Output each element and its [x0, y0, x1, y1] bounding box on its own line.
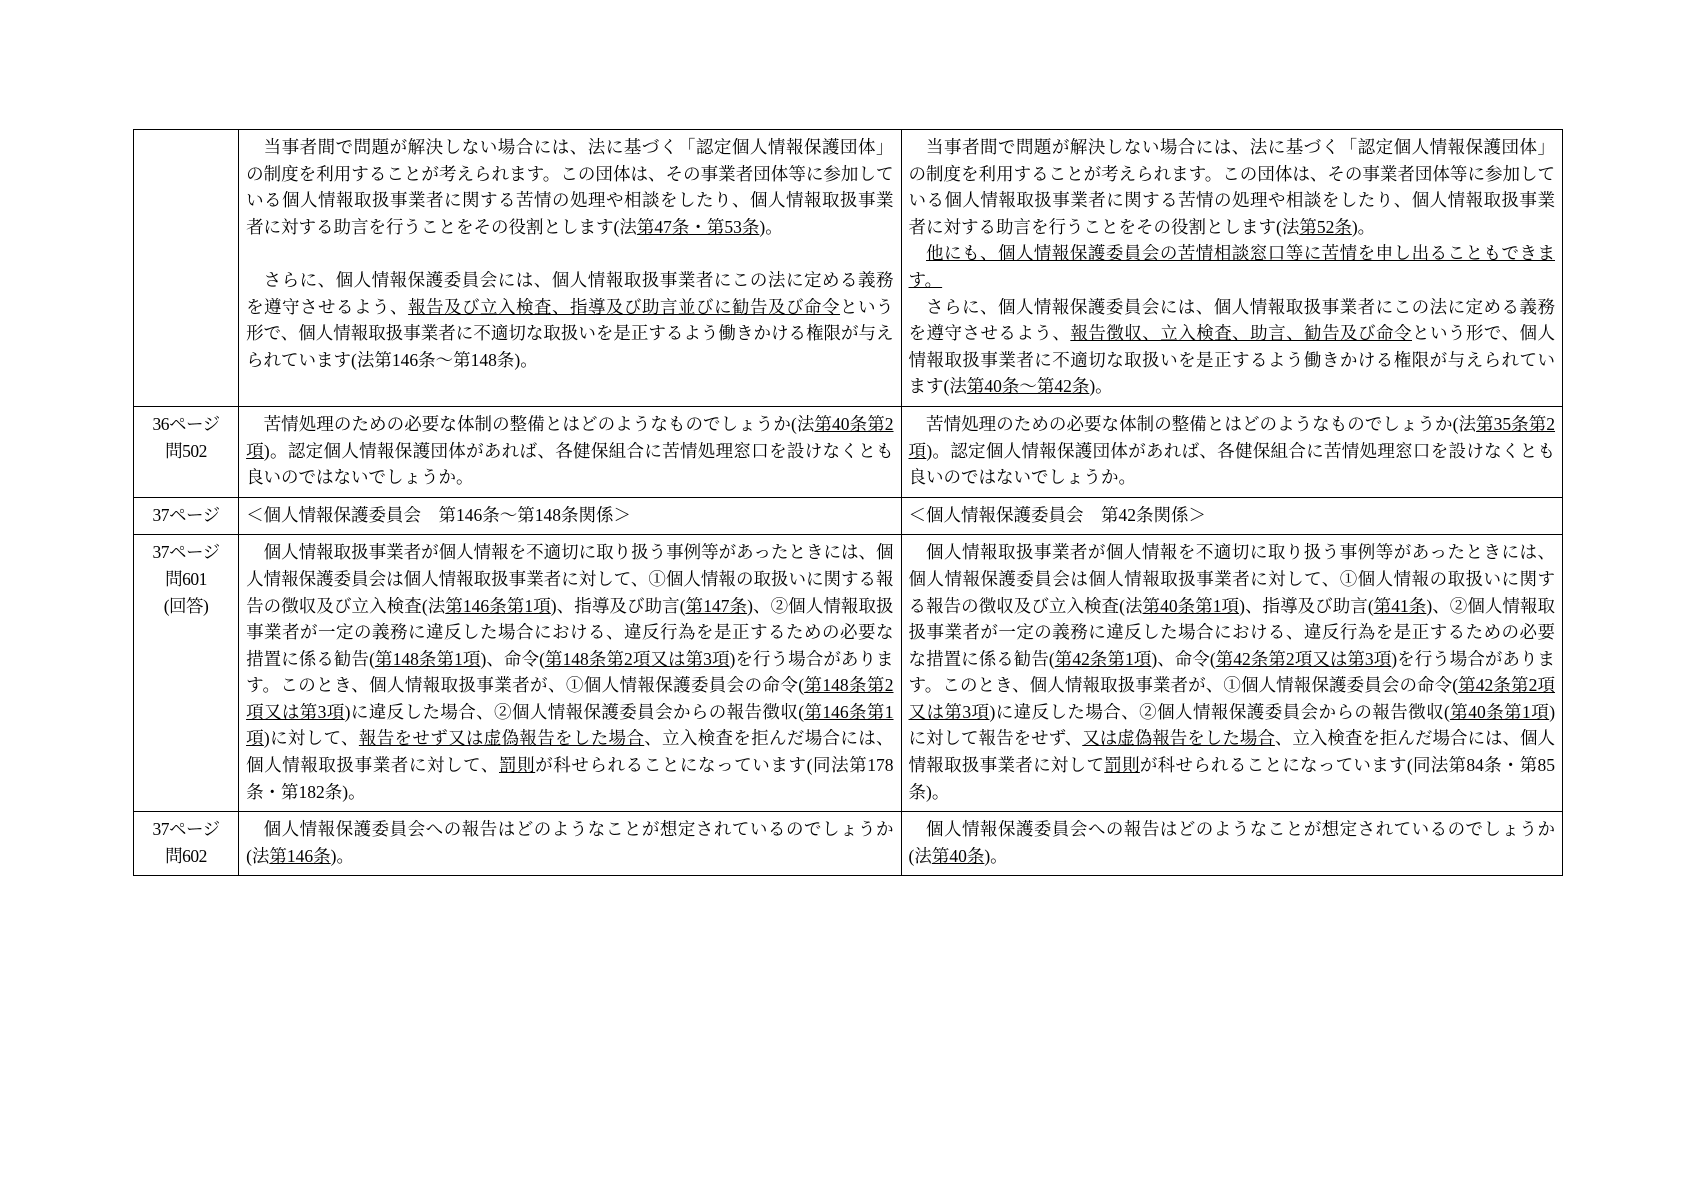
table-row — [134, 497, 1563, 535]
old-text-cell — [239, 535, 901, 812]
underlined-text: 第52条 — [1299, 216, 1352, 237]
text-run: 個人情報取扱事業者が個人情報を不適切に取り扱う事例等があったときには、個人情報保護委員会は個人情報取扱事業者に対して、①個人情報の取扱いに関する報告の徴収及び立入検査(法 — [908, 542, 1555, 616]
table-body — [134, 130, 1563, 876]
text-run: ＜個人情報保護委員会 第42条関係＞ — [908, 504, 1207, 525]
text-run: が科せられることになっています(同法第178条・第182条)。 — [246, 755, 894, 802]
underlined-text: 第40条～第42条 — [966, 376, 1090, 397]
underlined-text: 第40条第1項 — [1142, 595, 1240, 616]
text-run: 苦情処理のための必要な体制の整備とはどのようなものでしょうか(法 — [263, 413, 815, 434]
old-text-cell — [239, 130, 901, 407]
old-text-cell — [239, 406, 901, 497]
paragraph — [909, 240, 1555, 293]
paragraph — [909, 502, 1555, 529]
row-reference-cell — [134, 812, 239, 876]
reference-line: 問502 — [165, 440, 207, 461]
new-text-cell — [901, 497, 1562, 535]
paragraph — [909, 539, 1555, 805]
row-reference-cell — [134, 406, 239, 497]
old-text-cell — [239, 812, 901, 876]
text-run: )に対して、 — [263, 728, 359, 749]
new-text-cell — [901, 406, 1562, 497]
underlined-text: 罰則 — [499, 755, 536, 776]
text-run: 、立入検査を拒んだ場合には、個人情報取扱事業者に対して — [908, 728, 1556, 776]
text-run: )。 — [1089, 376, 1113, 397]
reference-line: 37ページ — [152, 504, 220, 525]
text-run: 当事者間で問題が解決しない場合には、法に基づく「認定個人情報保護団体」の制度を利用することが考えられます。この団体は、その事業者団体等に参加している個人情報取扱事業者に関する苦情の処理や相談をしたり、個人情報取扱事業者に対する助言を行うことをその役割とします(法 — [246, 137, 894, 237]
underlined-text: 第42条第2項又は第3項 — [908, 675, 1555, 722]
paragraph — [246, 539, 893, 805]
text-run: )。 — [984, 845, 1008, 866]
paragraph — [246, 502, 893, 529]
text-run: )を行う場合があります。このとき、個人情報取扱事業者が、①個人情報保護委員会の命令( — [246, 648, 894, 696]
reference-line: 問601 — [165, 568, 207, 589]
underlined-text: 第47条・第53条 — [636, 216, 760, 237]
text-run: )、指導及び助言( — [550, 595, 686, 616]
text-run: )に違反した場合、②個人情報保護委員会からの報告徴収( — [989, 701, 1450, 722]
underlined-text: 第40条 — [931, 845, 985, 866]
paragraph — [909, 816, 1555, 869]
paragraph — [909, 134, 1555, 240]
reference-line: 36ページ — [152, 413, 220, 434]
underlined-text: 第148条第2項又は第3項 — [246, 675, 894, 722]
row-reference-cell — [134, 130, 239, 407]
text-run: )を行う場合があります。このとき、個人情報取扱事業者が、①個人情報保護委員会の命令( — [908, 648, 1556, 696]
text-run: 当事者間で問題が解決しない場合には、法に基づく「認定個人情報保護団体」の制度を利用することが考えられます。この団体は、その事業者団体等に参加している個人情報取扱事業者に関する苦情の処理や相談をしたり、個人情報取扱事業者に対する助言を行うことをその役割とします(法 — [908, 137, 1555, 237]
text-run: ＜個人情報保護委員会 第146条～第148条関係＞ — [246, 504, 632, 525]
table-row — [134, 812, 1563, 876]
row-reference-cell — [134, 535, 239, 812]
comparison-table — [133, 129, 1563, 876]
reference-line: 37ページ — [152, 819, 220, 840]
text-run: )、命令( — [480, 648, 545, 669]
underlined-text: 第148条第2項又は第3項 — [544, 648, 730, 669]
new-text-cell — [901, 535, 1562, 812]
table-row — [134, 406, 1563, 497]
underlined-text: 第40条第2項 — [246, 413, 894, 461]
reference-line: 問602 — [165, 845, 207, 866]
text-run: さらに、個人情報保護委員会には、個人情報取扱事業者にこの法に定める義務を遵守させるよう、 — [246, 269, 894, 317]
reference-line: 37ページ — [152, 542, 220, 563]
text-run: )。 — [759, 216, 783, 237]
paragraph — [909, 411, 1555, 491]
text-run: )に対して報告をせず、 — [908, 701, 1556, 749]
paragraph — [246, 134, 893, 240]
underlined-text: 第146条 — [269, 845, 331, 866]
paragraph — [246, 411, 893, 491]
text-run: )、指導及び助言( — [1239, 595, 1374, 616]
underlined-text: 報告徴収、立入検査、助言、勧告及び命令 — [1070, 323, 1412, 344]
underlined-text: 第35条第2項 — [908, 413, 1556, 461]
underlined-text: 第146条第1項 — [445, 595, 551, 616]
text-run: )に違反した場合、②個人情報保護委員会からの報告徴収( — [344, 701, 805, 722]
underlined-text: 第146条第1項 — [246, 701, 894, 749]
text-run: が科せられることになっています(同法第84条・第85条)。 — [908, 755, 1556, 802]
underlined-text: 第41条 — [1373, 595, 1427, 616]
reference-line: (回答) — [163, 595, 209, 616]
text-run: 個人情報保護委員会への報告はどのようなことが想定されているのでしょうか(法 — [246, 819, 894, 866]
text-run: )。認定個人情報保護団体があれば、各健保組合に苦情処理窓口を設けなくとも良いのではないでしょうか。 — [908, 440, 1555, 488]
underlined-text: 第148条第1項 — [374, 648, 481, 669]
text-run: 、立入検査を拒んだ場合には、個人情報取扱事業者に対して、 — [246, 728, 894, 776]
old-text-cell — [239, 497, 901, 535]
text-run: )。 — [1351, 216, 1376, 237]
text-run: )、②個人情報取扱事業者が一定の義務に違反した場合における、違反行為を是正するための必要な措置に係る勧告( — [246, 595, 894, 669]
text-run: という形で、個人情報取扱事業者に不適切な取扱いを是正するよう働きかける権限が与えられています(法 — [908, 323, 1555, 397]
underlined-text: 報告及び立入検査、指導及び助言並びに勧告及び命令 — [408, 296, 841, 317]
text-run: 苦情処理のための必要な体制の整備とはどのようなものでしょうか(法 — [926, 413, 1477, 434]
text-run: 個人情報保護委員会への報告はどのようなことが想定されているのでしょうか(法 — [908, 819, 1555, 866]
paragraph — [246, 267, 893, 373]
underlined-text: 第40条第1項 — [1449, 701, 1550, 722]
table-row — [134, 535, 1563, 812]
underlined-text: 又は虚偽報告をした場合 — [1082, 728, 1275, 749]
new-text-cell — [901, 130, 1562, 407]
new-text-cell — [901, 812, 1562, 876]
underlined-text: 第147条 — [685, 595, 748, 616]
table-row — [134, 130, 1563, 407]
text-run: 個人情報取扱事業者が個人情報を不適切に取り扱う事例等があったときには、個人情報保護委員会は個人情報取扱事業者に対して、①個人情報の取扱いに関する報告の徴収及び立入検査(法 — [246, 542, 894, 616]
underlined-text: 罰則 — [1104, 755, 1140, 776]
paragraph — [909, 294, 1555, 400]
underlined-text: 第42条第2項又は第3項 — [1215, 648, 1392, 669]
underlined-text: 報告をせず又は虚偽報告をした場合 — [358, 728, 645, 749]
underlined-text: 他にも、個人情報保護委員会の苦情相談窓口等に苦情を申し出ることもできます。 — [908, 243, 1555, 290]
text-run: さらに、個人情報保護委員会には、個人情報取扱事業者にこの法に定める義務を遵守させるよう、 — [908, 296, 1555, 344]
paragraph — [246, 816, 893, 869]
text-run: )。認定個人情報保護団体があれば、各健保組合に苦情処理窓口を設けなくとも良いのではないでしょうか。 — [246, 440, 894, 488]
text-run: )。 — [330, 845, 354, 866]
row-reference-cell — [134, 497, 239, 535]
underlined-text: 第42条第1項 — [1054, 648, 1152, 669]
text-run: という形で、個人情報取扱事業者に不適切な取扱いを是正するよう働きかける権限が与えられています(法第146条～第148条)。 — [246, 296, 894, 370]
text-run: )、命令( — [1151, 648, 1216, 669]
text-run: )、②個人情報取扱事業者が一定の義務に違反した場合における、違反行為を是正するための必要な措置に係る勧告( — [908, 595, 1556, 669]
